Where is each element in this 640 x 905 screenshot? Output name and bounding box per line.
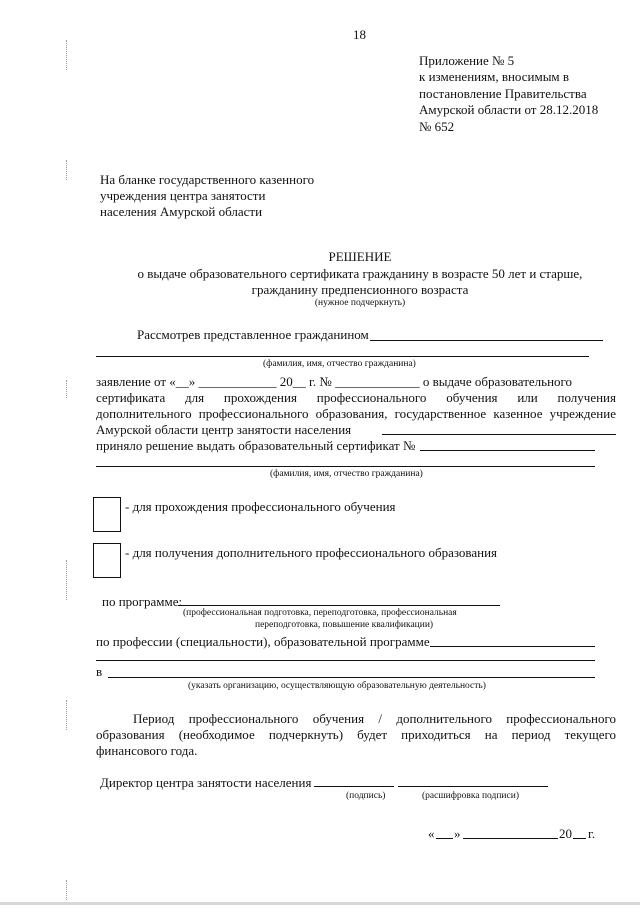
- date-close-quote: »: [454, 826, 461, 841]
- scan-mark: [66, 160, 68, 180]
- citizen-name-field-continued[interactable]: [96, 356, 589, 357]
- program-caption-1: (профессиональная подготовка, переподготовка, профессиональная: [183, 608, 457, 618]
- date-year-field[interactable]: [573, 838, 586, 839]
- underline-note: (нужное подчеркнуть): [314, 298, 406, 308]
- page-number: 18: [353, 27, 366, 42]
- date-day-field[interactable]: [436, 838, 453, 839]
- letterhead-line-2: учреждения центра занятости: [100, 188, 266, 203]
- signature-caption: (подпись): [346, 791, 386, 801]
- date-year-prefix: 20: [559, 826, 572, 841]
- profession-field[interactable]: [430, 646, 595, 647]
- employment-center-line: Амурской области центр занятости населения: [96, 422, 352, 437]
- certificate-line: сертификата для прохождения профессионального обучения или получения: [96, 390, 616, 405]
- letterhead-line-1: На бланке государственного казенного: [100, 172, 315, 187]
- appendix-line-5: № 652: [419, 119, 455, 134]
- scan-mark: [66, 700, 68, 730]
- scan-mark: [66, 880, 68, 900]
- recipient-name-field[interactable]: [96, 466, 595, 467]
- decided-line: приняло решение выдать образовательный сертификат №: [96, 438, 416, 453]
- period-line-2: образования (необходимое подчеркнуть) будет приходиться на период текущего: [96, 727, 616, 742]
- decision-title: РЕШЕНИЕ: [328, 249, 392, 264]
- vocational-training-label: - для прохождения профессионального обучения: [125, 499, 396, 514]
- fio-caption-1: (фамилия, имя, отчество гражданина): [263, 359, 416, 369]
- additional-education-line: дополнительного профессионального образования, государственное казенное учреждение: [96, 406, 616, 421]
- date-year-suffix: г.: [588, 826, 596, 841]
- period-line-3: финансового года.: [96, 743, 198, 758]
- signature-decoding-field[interactable]: [398, 786, 548, 787]
- profession-field-continued[interactable]: [96, 660, 595, 661]
- application-line: заявление от «__» ____________ 20__ г. № _____________ о выдаче образовательного: [96, 374, 573, 389]
- organization-caption: (указать организацию, осуществляющую образовательную деятельность): [188, 681, 486, 691]
- appendix-line-4: Амурской области от 28.12.2018: [419, 102, 599, 117]
- appendix-line-1: Приложение № 5: [419, 53, 515, 68]
- profession-label: по профессии (специальности), образовательной программе: [96, 634, 430, 649]
- vocational-training-checkbox[interactable]: [93, 497, 121, 532]
- decision-subtitle-1: о выдаче образовательного сертификата гражданину в возрасте 50 лет и старше,: [137, 266, 583, 281]
- organization-field[interactable]: [108, 677, 595, 678]
- additional-education-checkbox[interactable]: [93, 543, 121, 578]
- decoding-caption: (расшифровка подписи): [422, 791, 519, 801]
- signature-field[interactable]: [314, 786, 394, 787]
- appendix-line-2: к изменениям, вносимым в: [419, 69, 570, 84]
- date-open-quote: «: [428, 826, 435, 841]
- program-field[interactable]: [178, 605, 500, 606]
- date-month-field[interactable]: [463, 838, 558, 839]
- appendix-line-3: постановление Правительства: [419, 86, 587, 101]
- considered-label: Рассмотрев представленное гражданином: [137, 327, 369, 342]
- employment-center-field[interactable]: [382, 434, 616, 435]
- program-caption-2: переподготовка, повышение квалификации): [255, 620, 434, 630]
- certificate-number-field[interactable]: [420, 450, 595, 451]
- decision-subtitle-2: гражданину предпенсионного возраста: [251, 282, 469, 297]
- scan-mark: [66, 560, 68, 600]
- period-line-1: Период профессионального обучения / дополнительного профессионального: [133, 711, 616, 726]
- additional-education-label: - для получения дополнительного профессионального образования: [125, 545, 498, 560]
- scan-mark: [66, 380, 68, 398]
- program-label: по программе:: [102, 594, 183, 609]
- letterhead-line-3: населения Амурской области: [100, 204, 263, 219]
- organization-prefix: в: [96, 664, 103, 679]
- scan-mark: [66, 40, 68, 70]
- fio-caption-2: (фамилия, имя, отчество гражданина): [270, 469, 423, 479]
- director-label: Директор центра занятости населения: [100, 775, 312, 790]
- citizen-name-field[interactable]: [370, 340, 603, 341]
